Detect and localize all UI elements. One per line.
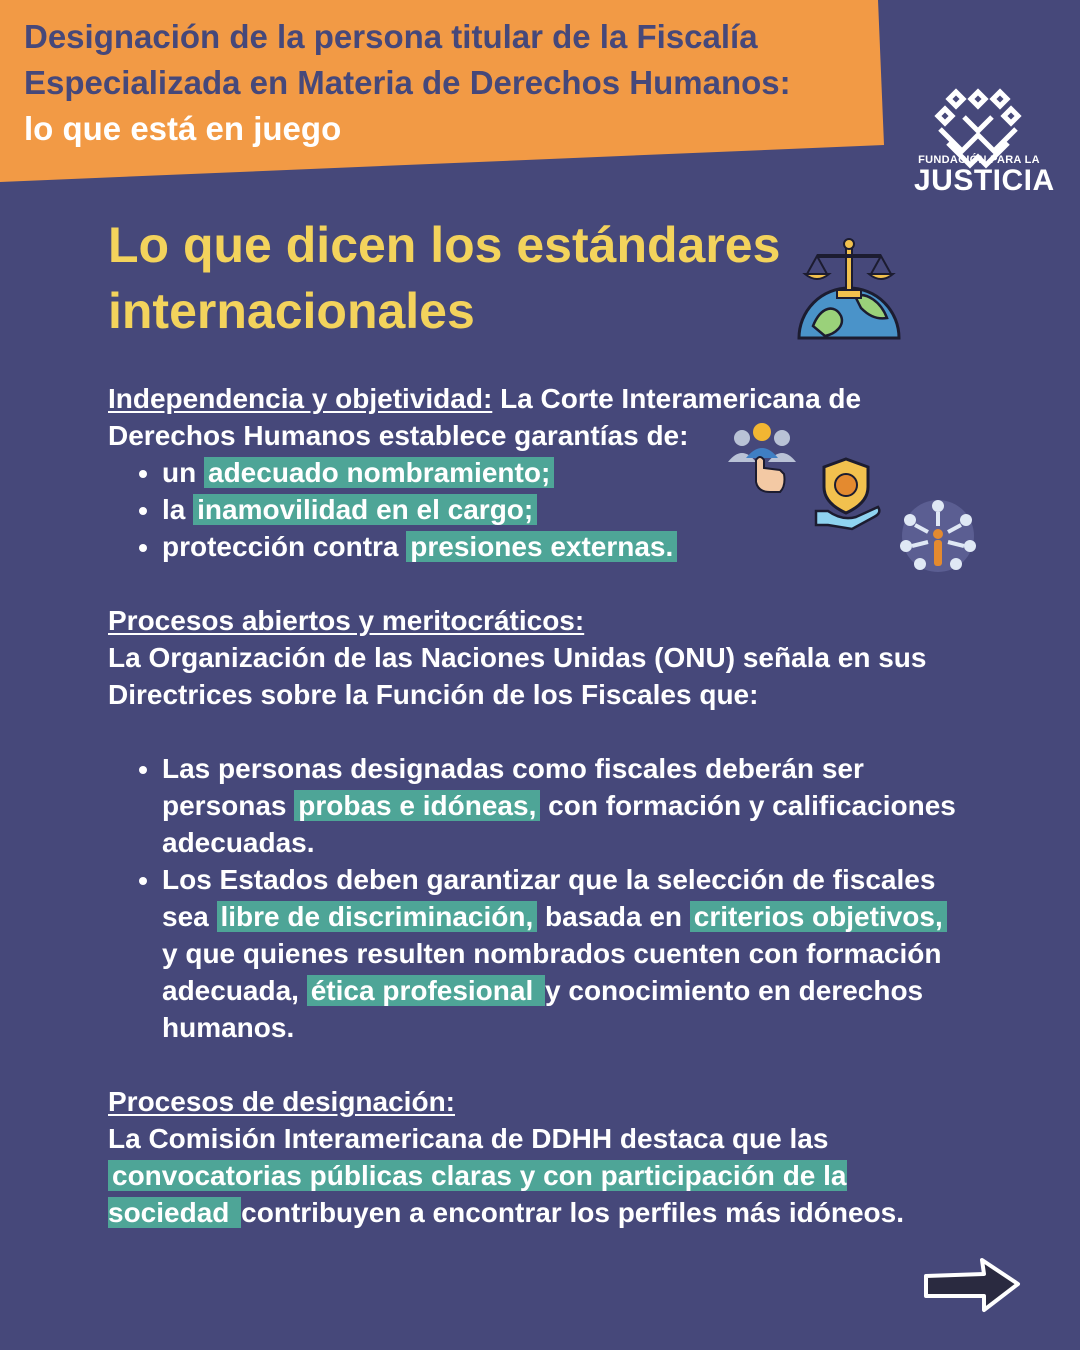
list-item xyxy=(162,491,968,528)
section3-heading: Procesos de designación: xyxy=(108,1086,455,1117)
highlight-text: convocatorias públicas claras y con participación de la sociedad xyxy=(108,1160,847,1228)
section1-paragraph xyxy=(108,380,968,454)
highlight-text: presiones externas. xyxy=(406,531,677,562)
list-item xyxy=(162,528,968,565)
highlight-text: ética profesional xyxy=(307,975,545,1006)
section2-heading-paragraph xyxy=(108,602,968,639)
list-item-text: y conocimiento en derechos humanos. xyxy=(162,975,924,1043)
section3-heading-paragraph xyxy=(108,1083,968,1120)
list-item-text: un xyxy=(162,457,204,488)
header-title xyxy=(24,14,864,152)
logo-caption xyxy=(914,154,1055,197)
list-item-text: protección contra xyxy=(162,531,407,562)
section2-list xyxy=(108,750,968,1046)
section2-intro: La Organización de las Naciones Unidas (ONU) señala en sus Directrices sobre la Función de los Fiscales que: xyxy=(108,642,927,710)
list-item-text: Los Estados deben garantizar que la selección de fiscales sea xyxy=(162,864,936,932)
content xyxy=(108,380,968,1231)
highlight-text: inamovilidad en el cargo; xyxy=(193,494,537,525)
section3-post: contribuyen a encontrar los perfiles más idóneos. xyxy=(241,1197,905,1228)
list-item xyxy=(162,454,968,491)
highlight-text: adecuado nombramiento; xyxy=(204,457,554,488)
section3-intro: La Comisión Interamericana de DDHH destaca que las xyxy=(108,1123,829,1154)
next-arrow-icon[interactable] xyxy=(922,1256,1022,1314)
section1-heading: Independencia y objetividad: xyxy=(108,383,493,414)
section2-heading: Procesos abiertos y meritocráticos: xyxy=(108,605,585,636)
section1-list xyxy=(108,454,968,565)
list-item xyxy=(162,750,968,861)
header-title-line2: Especializada en Materia de Derechos Humanos: xyxy=(24,64,791,101)
logo-small-text: FUNDACIÓN PARA LA xyxy=(918,154,1040,166)
highlight-text: libre de discriminación, xyxy=(217,901,538,932)
list-item-text: Las personas designadas como fiscales deberán ser personas xyxy=(162,753,864,821)
highlight-text: criterios objetivos, xyxy=(690,901,947,932)
section3-paragraph xyxy=(108,1120,968,1231)
highlight-text: probas e idóneas, xyxy=(294,790,540,821)
list-item-text: con formación y calificaciones adecuadas. xyxy=(162,790,956,858)
main-title: Lo que dicen los estándares internacionales xyxy=(108,217,781,339)
list-item-text: la xyxy=(162,494,194,525)
justice-scale-globe-icon xyxy=(795,236,905,342)
header-subtitle: lo que está en juego xyxy=(24,110,342,147)
logo-big-text: JUSTICIA xyxy=(914,164,1055,197)
section1-intro: La Corte Interamericana de Derechos Humanos establece garantías de: xyxy=(108,383,862,451)
header-title-line1: Designación de la persona titular de la Fiscalía xyxy=(24,18,758,55)
list-item-text: y que quienes resulten nombrados cuenten con formación adecuada, xyxy=(162,938,942,1006)
list-item-text: basada en xyxy=(537,901,690,932)
list-item xyxy=(162,861,968,1046)
